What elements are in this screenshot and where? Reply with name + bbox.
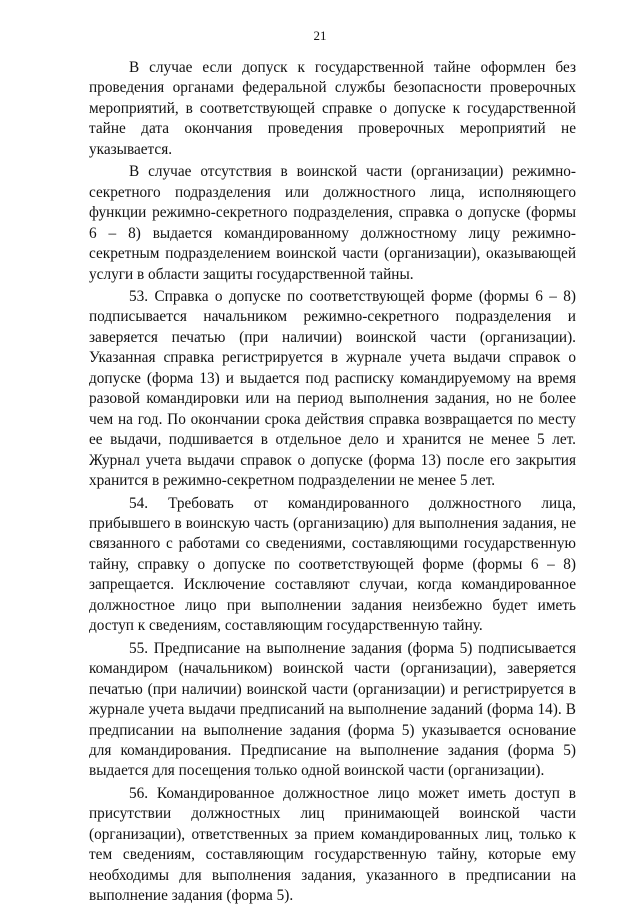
document-body <box>89 58 576 909</box>
paragraph-54: 54. Требовать от командированного должностного лица, прибывшего в воинскую часть (организацию) для выполнения задания, не связанного с работами со сведениями, составляющими государственную тайну, справку о допуске по соответствующей форме (формы 6 – 8) запрещается. Исключение составляют случаи, когда командированное должностное лицо при выполнении задания неизбежно будет иметь доступ к сведениям, составляющим государственную тайну. <box>89 494 576 635</box>
paragraph-access-without-fsb-checks: В случае если допуск к государственной тайне оформлен без проведения органами федеральной службы безопасности проверочных мероприятий, в соответствующей справке о допуске к государственной тайне дата окончания проведения проверочных мероприятий не указывается. <box>89 59 576 158</box>
paragraph-no-secret-unit: В случае отсутствия в воинской части (организации) режимно-секретного подразделения или должностного лица, исполняющего функции режимно-секретного подразделения, справка о допуске (формы 6 – 8) выдается командированному должностному лицу режимно-секретным подразделением воинской части (организации), оказывающей услуги в области защиты государственной тайны. <box>89 163 576 283</box>
paragraph-56: 56. Командированное должностное лицо может иметь доступ в присутствии должностных лиц принимающей воинской части (организации), ответственных за прием командированных лиц, только к тем сведениям, составляющим государственную тайну, которые ему необходимы для выполнения задания, указанного в предписании на выполнение задания (форма 5). <box>89 784 576 905</box>
page-number: 21 <box>313 28 327 43</box>
paragraph-53: 53. Справка о допуске по соответствующей форме (формы 6 – 8) подписывается начальником режимно-секретного подразделения и заверяется печатью (при наличии) воинской части (организации). Указанная справка регистрируется в журнале учета выдачи справок о допуске (форма 13) и выдается под расписку командируемому на время разовой командировки или на период выполнения задания, но не более чем на год. По окончании срока действия справка возвращается по месту ее выдачи, подшивается в отдельное дело и хранится не менее 5 лет. Журнал учета выдачи справок о допуске (форма 13) после его закрытия хранится в режимно-секретном подразделении не менее 5 лет. <box>89 287 576 490</box>
paragraph-55: 55. Предписание на выполнение задания (форма 5) подписывается командиром (начальником) воинской части (организации), заверяется печатью (при наличии) воинской части (организации) и регистрируется в журнале учета выдачи предписаний на выполнение заданий (форма 14). В предписании на выполнение задания (форма 5) указывается основание для командирования. Предписание на выполнение задания (форма 5) выдается для посещения только одной воинской части (организации). <box>89 639 576 780</box>
